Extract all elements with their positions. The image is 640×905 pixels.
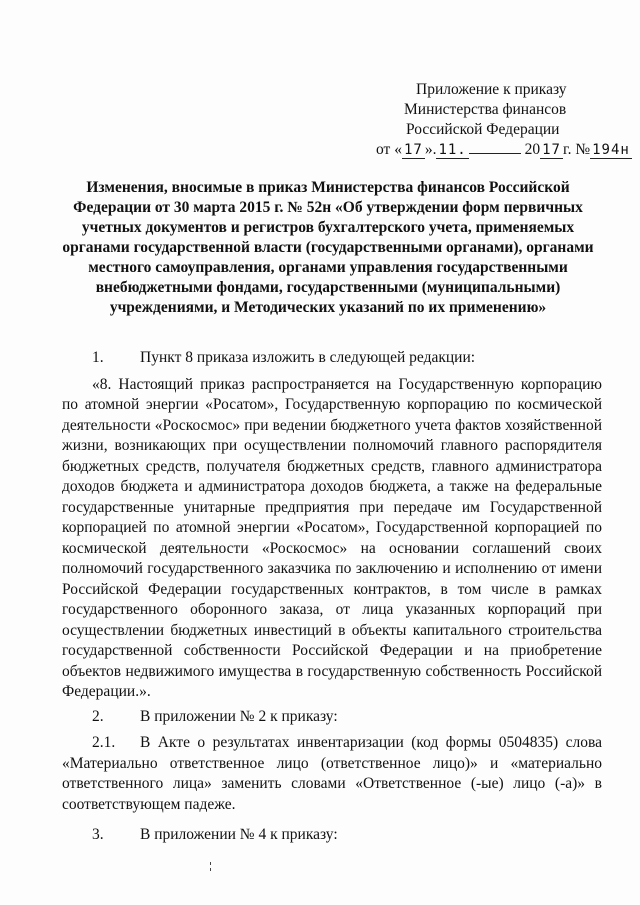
document-body <box>62 348 602 846</box>
date-year-suffix: 17 <box>542 142 561 158</box>
item-text: Пункт 8 приказа изложить в следующей редакции: <box>140 349 476 366</box>
item-number: 1. <box>92 349 104 366</box>
item-text: В Акте о результатах инвентаризации (код формы 0504835) слова «Материально ответственное лицо (ответственное лицо)» и «материально ответственного лица» заменить словами «Ответственное (-ые) лицо (-а)» в соответствующем падеже. <box>62 734 602 813</box>
item-3 <box>62 825 602 846</box>
scan-specks <box>210 862 214 876</box>
item-text: В приложении № 2 к приказу: <box>140 707 338 725</box>
date-day: 17 <box>403 142 423 158</box>
attachment-line-2: Министерства финансов <box>404 101 567 118</box>
date-month: 11. <box>438 142 467 158</box>
quoted-paragraph-8 <box>62 375 602 703</box>
date-year-prefix: 20 <box>524 141 541 158</box>
attachment-line-3: Российской Федерации <box>406 121 560 138</box>
item-1 <box>62 348 602 369</box>
item-number: 3. <box>92 826 104 843</box>
number-prefix: г. № <box>562 141 591 158</box>
attachment-header <box>376 80 630 160</box>
attachment-date-line: от « 17 ». 11. 20 17 г. № 194н <box>376 141 630 158</box>
order-number: 194н <box>592 142 630 158</box>
quote-text: «8. Настоящий приказ распространяется на Государственную корпорацию по атомной энергии «Росатом», Государственную корпорацию по космической деятельности «Роскосмос» при ведении бюджетного учета фактов хозяйственной жизни, возникающих при осуществлении полномочий главного распорядителя бюджетных средств, получателя бюджетных средств, главного администратора доходов бюджета и администратора доходов бюджета, а также на федеральные государственные унитарные предприятия при передаче им Государственной корпорацией по атомной энергии «Росатом», Государственной корпорацией по космической деятельности «Роскосмос» на основании соглашений своих полномочий государственного заказчика по заключению и исполнению от имени Российской Федерации государственных контрактов, в том числе в рамках государственного оборонного заказа, от лица указанных корпораций при осуществлении бюджетных инвестиций в объекты капитального строительства государственной собственности Российской Федерации и на приобретение объектов недвижимого имущества в государственную собственность Российской Федерации.». <box>62 375 602 700</box>
date-blank <box>469 153 521 154</box>
document-title: Изменения, вносимые в приказ Министерства финансов Российской Федерации от 30 марта 2015 г. № 52н «Об утверждении форм первичных учетных документов и регистров бухгалтерского учета, применяемых органами государственной власти (государственными органами), органами местного самоуправления, органами управления государственными внебюджетными фондами, государственными (муниципальными) учреждениями, и Методических указаний по их применению» <box>62 179 594 316</box>
item-2 <box>62 707 602 728</box>
item-2-1 <box>62 733 602 815</box>
date-prefix: от « <box>376 141 402 158</box>
item-text: В приложении № 4 к приказу: <box>140 826 338 843</box>
attachment-line-1: Приложение к приказу <box>416 81 567 98</box>
item-number: 2. <box>92 707 104 725</box>
item-number: 2.1. <box>92 734 116 751</box>
